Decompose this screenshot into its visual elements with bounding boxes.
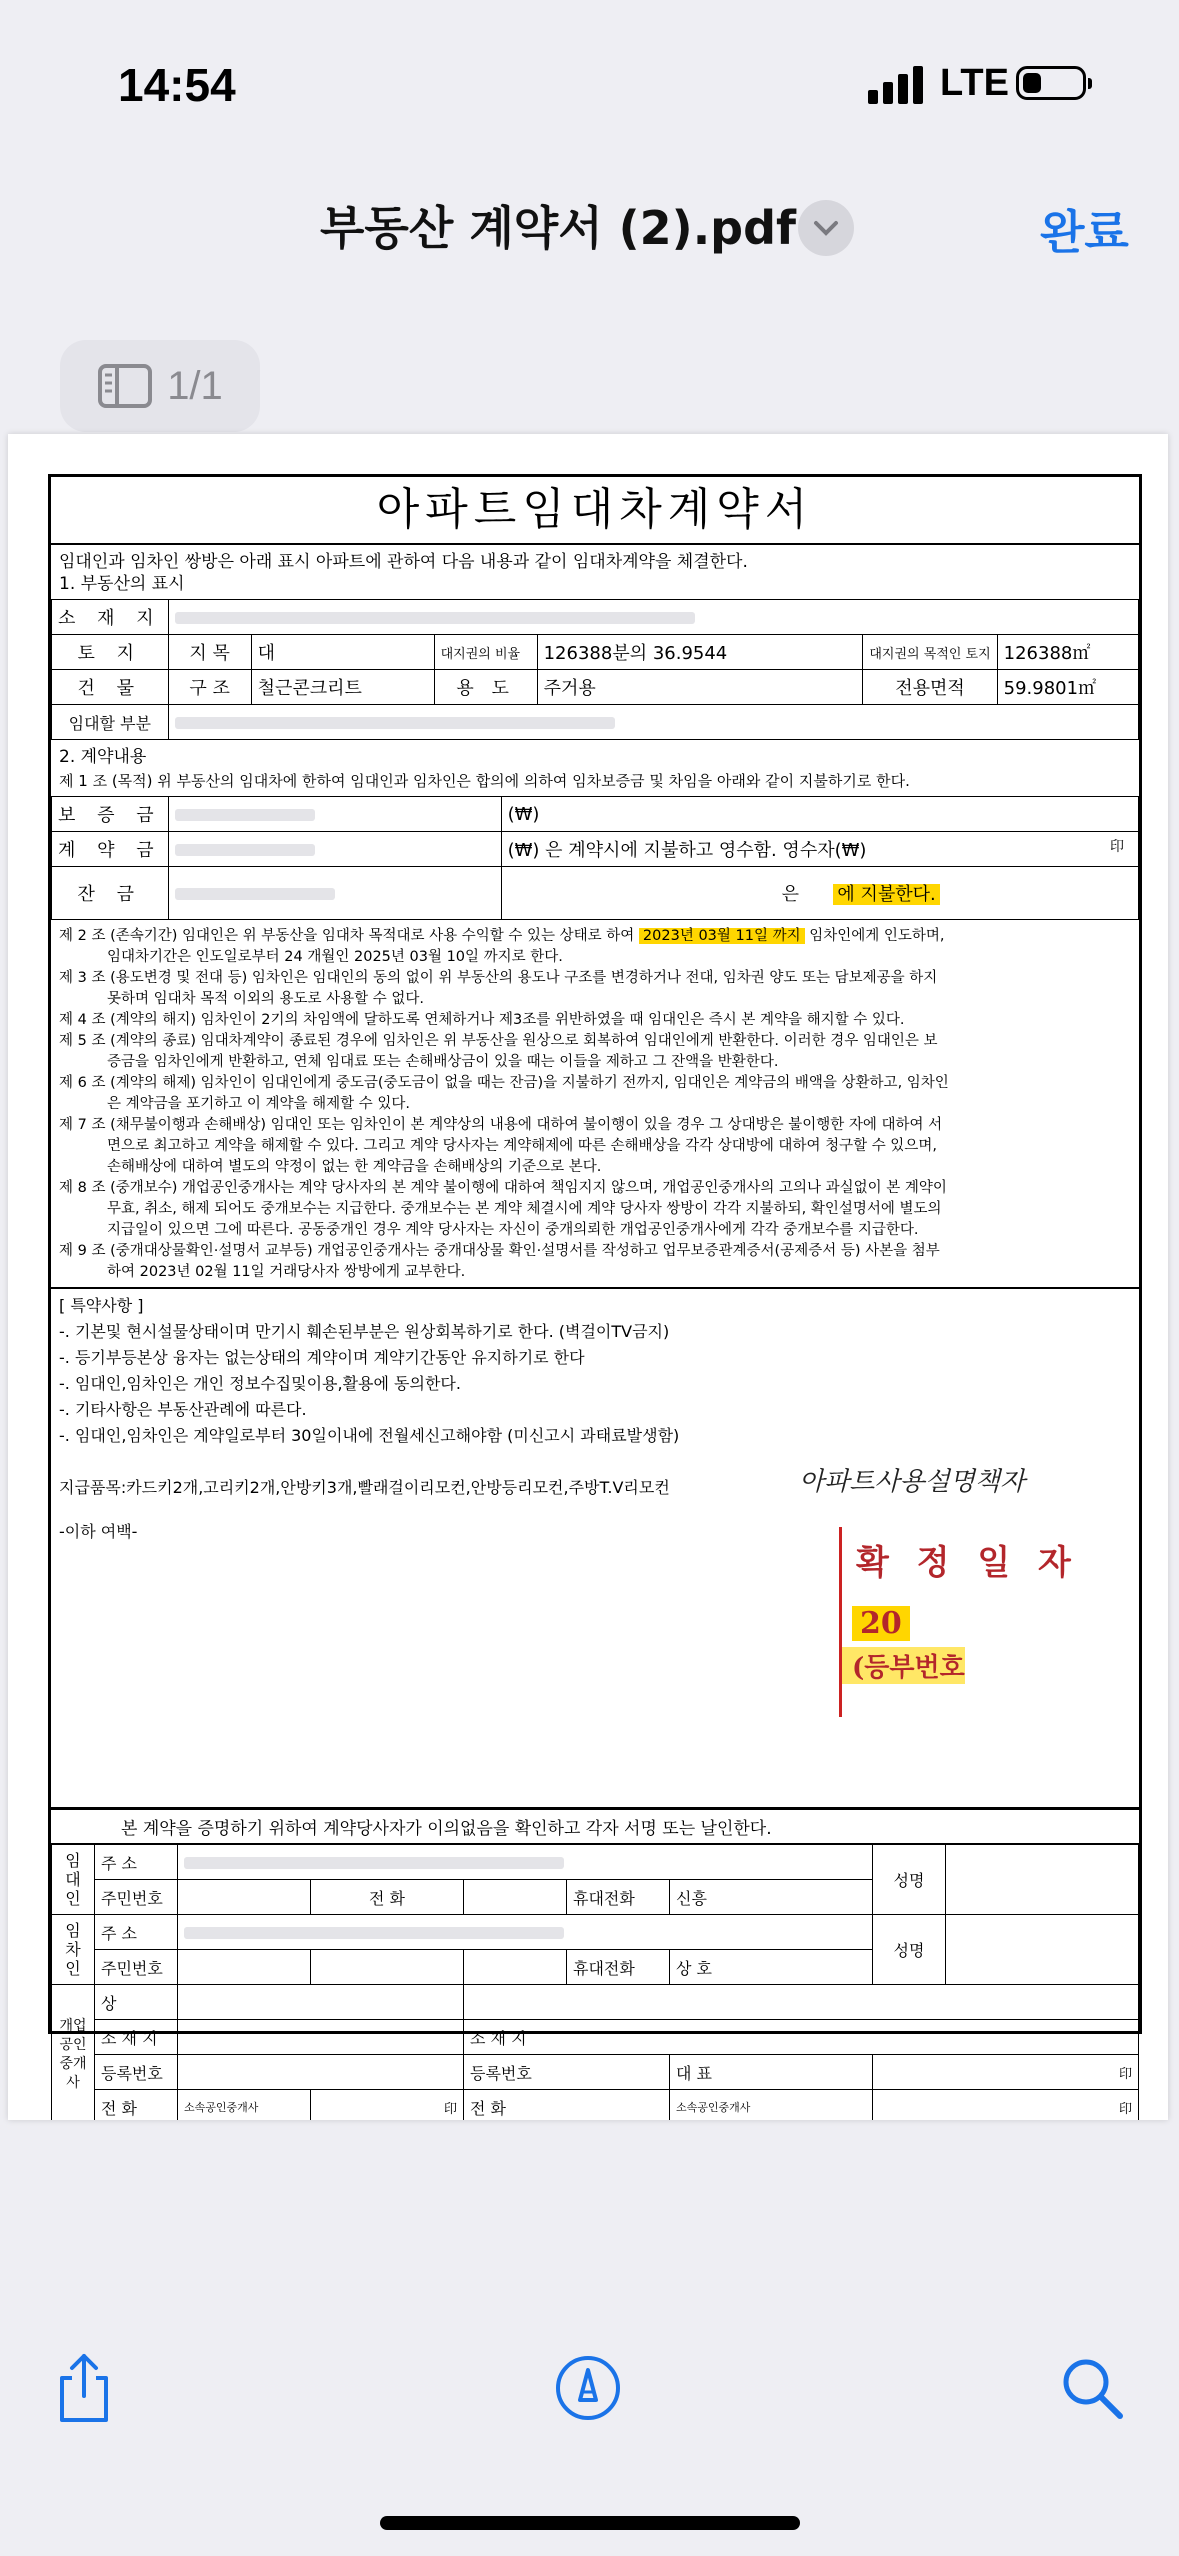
broker2-rep-label: 대 표 (670, 2055, 873, 2090)
deposit-label: 보 증 금 (52, 797, 169, 832)
lease-part-label: 임대할 부분 (52, 705, 169, 740)
location-label: 소 재 지 (52, 600, 169, 635)
broker2-seal: 印 (873, 2055, 1139, 2090)
broker2-regno-label: 등록번호 (464, 2055, 670, 2090)
special-term-item: -. 기본및 현시설물상태이며 만기시 훼손된부분은 원상회복하기로 한다. (벽걸이TV금지) (59, 1322, 670, 1341)
landlord-name-label: 성명 (873, 1845, 946, 1915)
broker-location-label: 소 재 지 (95, 2020, 178, 2055)
broker-agent-label: 소속공인중개사 (178, 2090, 311, 2121)
broker-phone-label: 전 화 (95, 2090, 178, 2121)
stamp-year: 20 (852, 1606, 910, 1641)
exclusive-area-label: 전용면적 (863, 670, 997, 705)
article-text: 제 2 조 (존속기간) 임대인은 위 부동산을 임대차 목적대로 사용 수익할 수 있는 상태로 하여 (59, 928, 639, 944)
end-marker: -이하 여백- (59, 1522, 138, 1541)
payment-table (51, 796, 1139, 920)
page-count: 1/1 (167, 363, 223, 408)
status-time: 14:54 (118, 59, 236, 111)
special-term-item: -. 임대인,임차인은 계약일로부터 30일이내에 전월세신고해야함 (미신고시 과태료발생함) (59, 1426, 680, 1445)
article-line (59, 1031, 1139, 1052)
article-text: 임차인에게 인도하며, (804, 928, 945, 944)
usage-label: 용 도 (434, 670, 537, 705)
landlord-address-label: 주 소 (95, 1845, 178, 1880)
article-text: 제 6 조 (계약의 해제) 임차인이 임대인에게 중도금(중도금이 없을 때는 잔금)을 지불하기 전까지, 임대인은 계약금의 배액을 상환하고, 임차인 (59, 1075, 949, 1091)
bottom-toolbar (0, 2330, 1179, 2450)
page-indicator[interactable] (60, 340, 260, 432)
location-value-redacted (175, 612, 695, 624)
article-text: 제 7 조 (채무불이행과 손해배상) 임대인 또는 임차인이 본 계약상의 내용에 대하여 불이행이 있을 경우 그 상대방은 불이행한 자에 대하여 서 (59, 1117, 943, 1133)
article-line (59, 1157, 1139, 1178)
broker2-location-label: 소 재 지 (464, 2020, 1139, 2055)
article-text: 무효, 취소, 해제 되어도 중개보수는 지급한다. 중개보수는 본 계약 체결시에 계약 당사자 쌍방이 각각 지불하되, 확인설명서에 별도의 (107, 1201, 942, 1217)
article-1: 제 1 조 (목적) 위 부동산의 임대차에 한하여 임대인과 임차인은 합의에 의하여 임차보증금 및 차임을 아래와 같이 지불하기로 한다. (59, 772, 910, 790)
article-line (59, 1094, 1139, 1115)
article-line (59, 1220, 1139, 1241)
contract-deposit-label: 계 약 금 (52, 832, 169, 867)
parties-table (51, 1844, 1139, 2120)
article-text: 제 5 조 (계약의 종료) 임대차계약이 종료된 경우에 임차인은 위 부동산을 원상으로 회복하여 임대인에게 반환한다. 이러한 경우 임대인은 보 (59, 1033, 938, 1049)
stamp-reg-number: (등부번호 (842, 1647, 965, 1684)
supplied-items: 지급품목:카드키2개,고리키2개,안방키3개,빨래걸이리모컨,안방등리모컨,주방T.V리모컨 (59, 1478, 670, 1497)
section-1-heading: 1. 부동산의 표시 (59, 574, 185, 594)
share-icon[interactable] (44, 2348, 124, 2428)
article-text: 임대차기간은 인도일로부터 24 개월인 2025년 03월 10일 까지로 한다. (107, 949, 563, 965)
exclusive-area-value: 59.9801㎡ (997, 670, 1138, 705)
seal-mark: 印 (1110, 839, 1124, 855)
broker-trade-label: 상 (95, 1985, 178, 2020)
contract-title: 아파트임대차계약서 (51, 477, 1139, 545)
article-line (59, 1241, 1139, 1262)
cellular-signal-icon (868, 64, 926, 104)
usage-value: 주거용 (537, 670, 863, 705)
article-line (59, 1115, 1139, 1136)
article-text: 하여 2023년 02월 11일 거래당사자 쌍방에게 교부한다. (107, 1264, 466, 1280)
article-text: 못하며 임대차 목적 이외의 용도로 사용할 수 없다. (107, 991, 425, 1007)
network-type: LTE (940, 62, 1009, 104)
search-icon[interactable] (1052, 2348, 1132, 2428)
special-term-item: -. 임대인,임차인은 개인 정보수집및이용,활용에 동의한다. (59, 1374, 461, 1393)
landlord-mobile-value: 신흥 (670, 1880, 873, 1915)
battery-icon (1016, 66, 1086, 100)
done-button[interactable]: 완료 (1040, 205, 1129, 259)
jimok-value: 대 (251, 635, 434, 670)
pdf-page[interactable] (8, 434, 1168, 2120)
broker-seal: 印 (311, 2090, 464, 2121)
article-line (59, 968, 1139, 989)
article-text: 제 4 조 (계약의 해지) 임차인이 2기의 차임액에 달하도록 연체하거나 제3조를 위반하였을 때 임대인은 즉시 본 계약을 해지할 수 있다. (59, 1012, 905, 1028)
article-text: 제 9 조 (중개대상물확인·설명서 교부등) 개업공인중개사는 중개대상물 확인·설명서를 작성하고 업무보증관계증서(공제증서 등) 사본을 첨부 (59, 1243, 940, 1259)
handwritten-note: 아파트사용설명책자 (799, 1467, 1026, 1497)
lease-part-redacted (175, 717, 615, 729)
article-text: 은 계약금을 포기하고 이 계약을 해제할 수 있다. (107, 1096, 411, 1112)
document-title[interactable]: 부동산 계약서 (2).pdf (320, 201, 797, 255)
tenant-resid-label: 주민번호 (95, 1950, 178, 1985)
land-label: 토 지 (52, 635, 169, 670)
balance-eun: 은 (781, 884, 799, 905)
landlord-label: 임대인 (52, 1845, 95, 1915)
proof-statement: 본 계약을 증명하기 위하여 계약당사자가 이의없음을 확인하고 각자 서명 또는 날인한다. (51, 1807, 1139, 1844)
home-indicator (380, 2516, 800, 2530)
sidebar-icon (97, 363, 153, 409)
landlord-address-redacted (184, 1857, 564, 1869)
landlord-resid-label: 주민번호 (95, 1880, 178, 1915)
article-line (59, 1073, 1139, 1094)
contract-articles (51, 920, 1139, 1289)
title-menu-chevron-down-icon[interactable] (798, 200, 854, 256)
balance-label: 잔 금 (52, 867, 169, 920)
landlord-phone-label: 전 화 (311, 1880, 464, 1915)
article-highlight: 2023년 03월 11일 까지 (639, 928, 805, 944)
stamp-title: 확 정 일 자 (856, 1543, 1079, 1583)
article-line (59, 1010, 1139, 1031)
building-label: 건 물 (52, 670, 169, 705)
contract-deposit-redacted (175, 844, 315, 856)
deposit-unit: (₩) (501, 797, 1138, 832)
land-area-value: 126388㎡ (997, 635, 1138, 670)
tenant-address-label: 주 소 (95, 1915, 178, 1950)
broker2-agent-label: 소속공인중개사 (670, 2090, 873, 2121)
article-text: 제 3 조 (용도변경 및 전대 등) 임차인은 임대인의 동의 없이 위 부동산의 용도나 구조를 변경하거나 전대, 임차권 양도 또는 담보제공을 하지 (59, 970, 938, 986)
balance-pay-highlight: 에 지불한다. (833, 884, 939, 905)
special-term-item: -. 기타사항은 부동산관례에 따른다. (59, 1400, 307, 1419)
tenant-label: 임차인 (52, 1915, 95, 1985)
contract-deposit-text: (₩) 은 계약시에 지불하고 영수함. 영수자(₩) (507, 840, 867, 861)
article-line (59, 1199, 1139, 1220)
status-bar (0, 0, 1179, 150)
article-line (59, 926, 1139, 947)
article-text: 지급일이 있으면 그에 따른다. 공동중개인 경우 계약 당사자는 자신이 중개의뢰한 개업공인중개사에게 각각 중개보수를 지급한다. (107, 1222, 919, 1238)
article-line (59, 1178, 1139, 1199)
land-purpose-label: 대지권의 목적인 토지 (863, 635, 997, 670)
article-text: 증금을 임차인에게 반환하고, 연체 임대료 또는 손해배상금이 있을 때는 이들을 제하고 그 잔액을 반환한다. (107, 1054, 779, 1070)
markup-pen-icon[interactable] (548, 2348, 628, 2428)
structure-value: 철근콘크리트 (251, 670, 434, 705)
items-line (59, 1467, 1139, 1501)
tenant-mobile-label: 휴대전화 (567, 1950, 670, 1985)
deposit-redacted (175, 809, 315, 821)
land-ratio-label: 대지권의 비율 (434, 635, 537, 670)
tenant-address-redacted (184, 1927, 564, 1939)
broker2-phone-label: 전 화 (464, 2090, 670, 2121)
article-text: 제 8 조 (중개보수) 개업공인중개사는 계약 당사자의 본 계약 불이행에 대하여 책임지지 않으며, 개업공인중개사의 고의나 과실없이 본 계약이 (59, 1180, 947, 1196)
article-line (59, 1136, 1139, 1157)
article-line (59, 1262, 1139, 1283)
intro-text: 임대인과 임차인 쌍방은 아래 표시 아파트에 관하여 다음 내용과 같이 임대차계약을 체결한다. (59, 552, 748, 572)
article-line (59, 1052, 1139, 1073)
landlord-mobile-label: 휴대전화 (567, 1880, 670, 1915)
article-text: 면으로 최고하고 계약을 해제할 수 있다. 그리고 계약 당사자는 계약해제에 따른 손해배상을 각각 상대방에 대하여 청구할 수 있으며, (107, 1138, 937, 1154)
article-text: 손해배상에 대하여 별도의 약정이 없는 한 계약금을 손해배상의 기준으로 본다. (107, 1159, 602, 1175)
broker-regno-label: 등록번호 (95, 2055, 178, 2090)
tenant-trade-label: 상 호 (670, 1950, 873, 1985)
broker-label: 개업공인중개사 (52, 1985, 95, 2121)
balance-redacted (175, 888, 335, 900)
structure-label: 구 조 (168, 670, 251, 705)
land-ratio-value: 126388분의 36.9544 (537, 635, 863, 670)
contract-document (48, 474, 1142, 2118)
article-line (59, 947, 1139, 968)
signature-section (51, 1807, 1139, 2120)
tenant-name-label: 성명 (873, 1915, 946, 1985)
jimok-label: 지 목 (168, 635, 251, 670)
broker2-seal-2: 印 (873, 2090, 1139, 2121)
special-term-item: -. 등기부등본상 융자는 없는상태의 계약이며 계약기간동안 유지하기로 한다 (59, 1348, 585, 1367)
special-terms (51, 1289, 1139, 1545)
article-line (59, 989, 1139, 1010)
section-2-heading: 2. 계약내용 (59, 747, 147, 767)
property-table (51, 599, 1139, 740)
confirmation-date-stamp (839, 1527, 1132, 1717)
special-terms-title: [ 특약사항 ] (59, 1296, 144, 1315)
